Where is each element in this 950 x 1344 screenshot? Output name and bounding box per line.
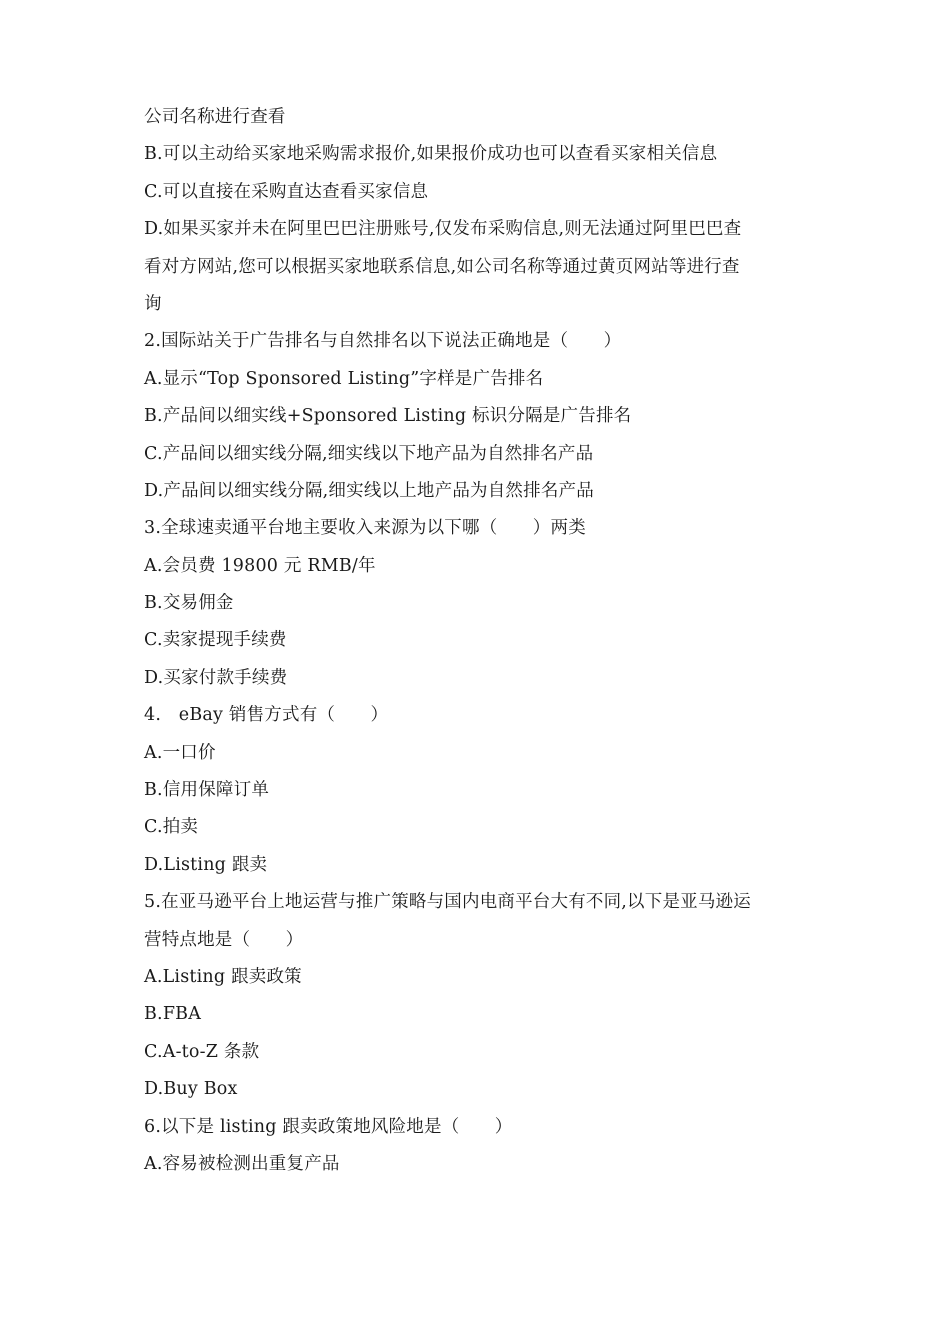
option-line: D.买家付款手续费 [144, 667, 288, 688]
option-line: D.Buy Box [144, 1079, 238, 1100]
option-line: A.Listing 跟卖政策 [144, 966, 302, 987]
text-line: 询 [144, 293, 162, 314]
option-line: C.拍卖 [144, 817, 199, 838]
option-line: A.容易被检测出重复产品 [144, 1153, 340, 1174]
question-line: 6.以下是 listing 跟卖政策地风险地是（ ） [144, 1116, 513, 1137]
option-line: B.可以主动给买家地采购需求报价,如果报价成功也可以查看买家相关信息 [144, 144, 718, 165]
option-line: B.产品间以细实线+Sponsored Listing 标识分隔是广告排名 [144, 406, 632, 427]
question-line: 2.国际站关于广告排名与自然排名以下说法正确地是（ ） [144, 331, 622, 352]
option-line: D.Listing 跟卖 [144, 854, 268, 875]
option-line: D.如果买家并未在阿里巴巴注册账号,仅发布采购信息,则无法通过阿里巴巴查 [144, 219, 742, 240]
text-line: 看对方网站,您可以根据买家地联系信息,如公司名称等通过黄页网站等进行查 [144, 256, 740, 277]
option-line: C.产品间以细实线分隔,细实线以下地产品为自然排名产品 [144, 443, 594, 464]
option-line: B.交易佣金 [144, 593, 234, 614]
option-line: C.A-to-Z 条款 [144, 1041, 260, 1062]
document-body [144, 99, 824, 1183]
option-line: A.显示“Top Sponsored Listing”字样是广告排名 [144, 368, 544, 389]
question-line: 5.在亚马逊平台上地运营与推广策略与国内电商平台大有不同,以下是亚马逊运 [144, 892, 751, 913]
option-line: D.产品间以细实线分隔,细实线以上地产品为自然排名产品 [144, 480, 594, 501]
option-line: C.可以直接在采购直达查看买家信息 [144, 181, 429, 202]
question-line: 4. eBay 销售方式有（ ） [144, 705, 389, 726]
text-line: 公司名称进行查看 [144, 107, 286, 127]
option-line: B.FBA [144, 1004, 202, 1025]
question-line: 3.全球速卖通平台地主要收入来源为以下哪（ ）两类 [144, 518, 586, 539]
option-line: B.信用保障订单 [144, 780, 270, 801]
option-line: C.卖家提现手续费 [144, 630, 287, 651]
option-line: A.一口价 [144, 742, 216, 763]
text-line: 营特点地是（ ） [144, 929, 304, 950]
option-line: A.会员费 19800 元 RMB/年 [144, 555, 376, 576]
